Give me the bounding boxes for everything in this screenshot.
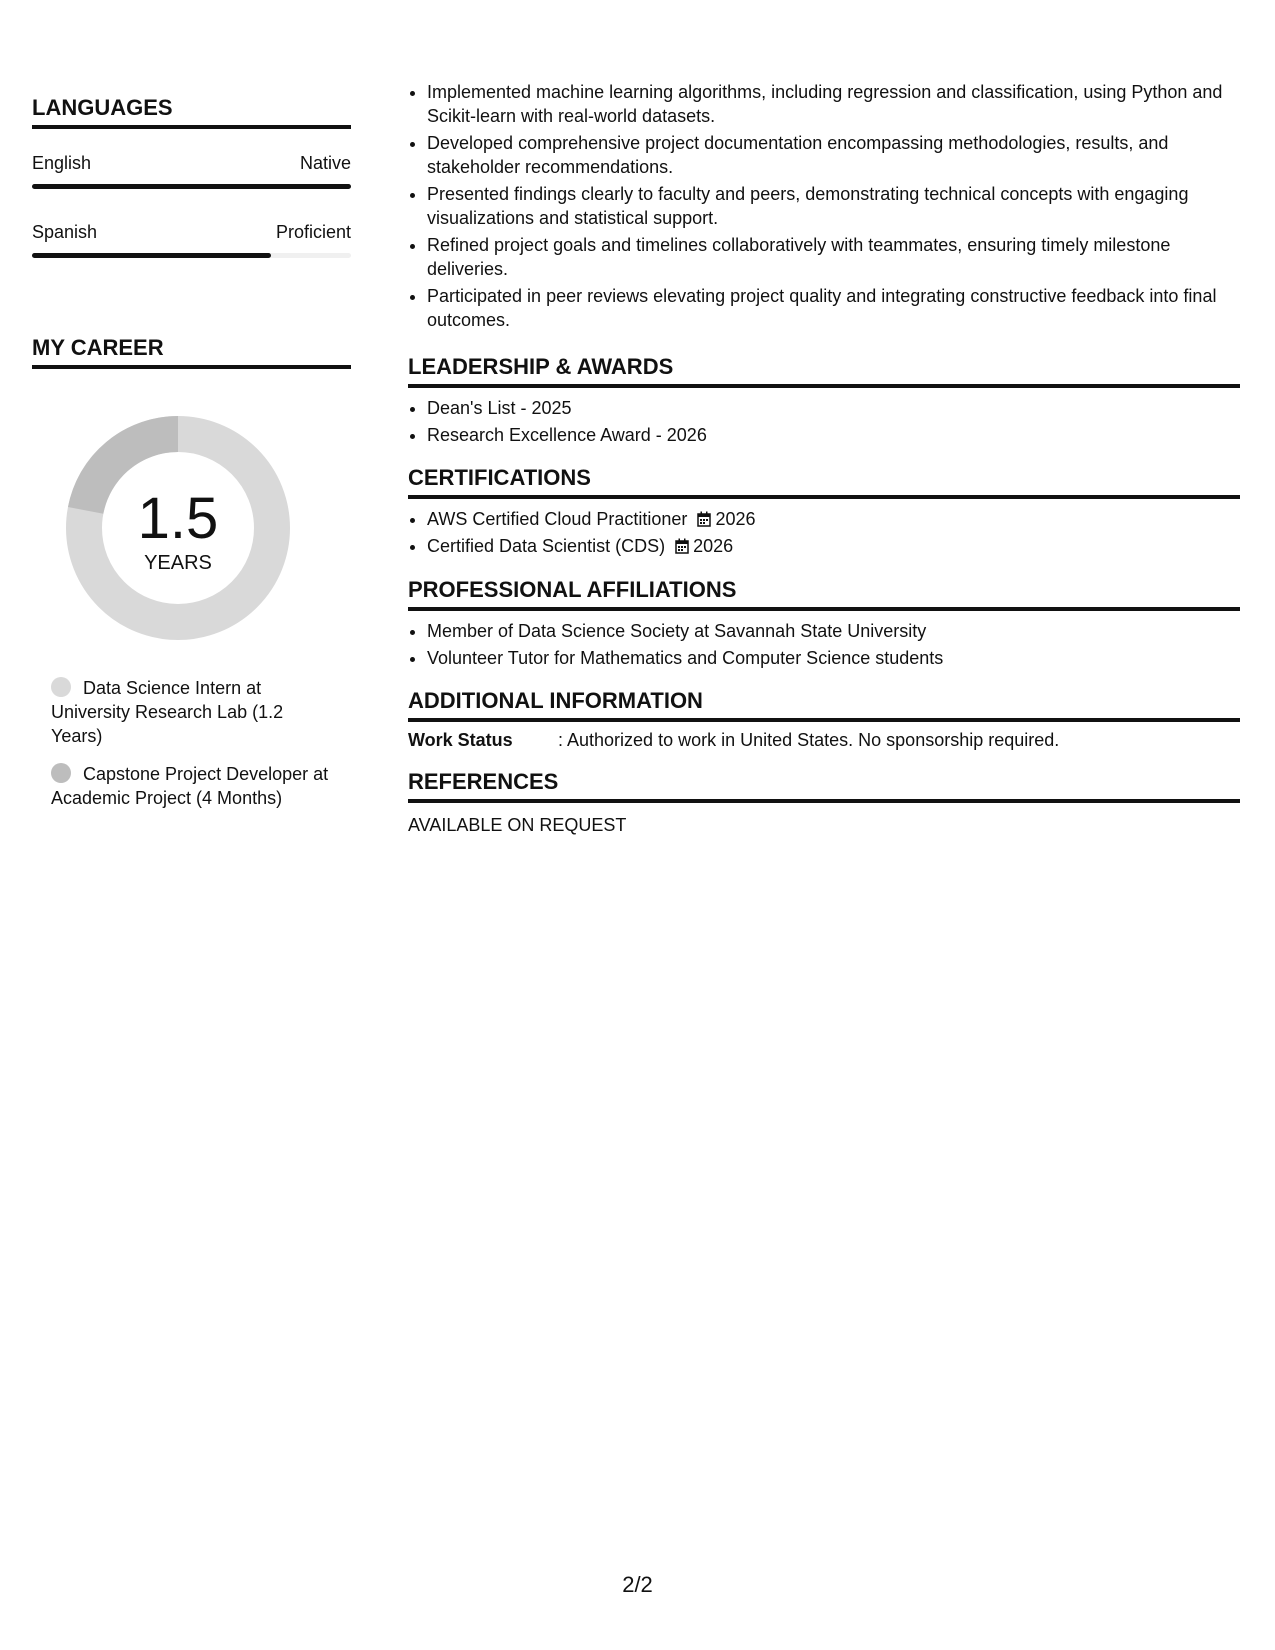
career-entry-label: Capstone Project Developer at Academic Project (4 Months): [51, 764, 329, 808]
references-section: [408, 769, 1240, 837]
list-item: • Dean's List - 2025: [427, 396, 1240, 420]
legend-dot: [51, 763, 71, 783]
list-item: • Refined project goals and timelines collaboratively with teammates, ensuring timely milestone deliveries.: [427, 233, 1240, 281]
additional-info-title: ADDITIONAL INFORMATION: [408, 688, 1240, 722]
list-item: • Presented findings clearly to faculty and peers, demonstrating technical concepts with engaging visualizations and statistical support.: [427, 182, 1240, 230]
certification-year: 2026: [715, 509, 756, 529]
references-title: REFERENCES: [408, 769, 1240, 803]
language-level: Native: [299, 153, 351, 173]
list-item: [427, 507, 1240, 531]
certification-name: AWS Certified Cloud Practitioner: [427, 509, 688, 529]
language-level: Proficient: [275, 222, 351, 242]
career-total-value: 1.5: [137, 486, 219, 551]
career-donut-chart: [66, 416, 290, 640]
languages-title: LANGUAGES: [32, 95, 351, 129]
language-bar: [32, 184, 351, 189]
affiliations-title: PROFESSIONAL AFFILIATIONS: [408, 577, 1240, 611]
career-legend-item: [51, 762, 331, 810]
calendar-icon: [697, 511, 711, 527]
certification-name: Certified Data Scientist (CDS): [427, 536, 666, 556]
certification-year: 2026: [693, 536, 734, 556]
work-status-label: Work Status: [408, 730, 513, 750]
references-text: AVAILABLE ON REQUEST: [408, 815, 627, 835]
career-title: MY CAREER: [32, 335, 351, 369]
language-bar: [32, 253, 351, 258]
additional-info-section: [408, 688, 1240, 752]
certifications-title: CERTIFICATIONS: [408, 465, 1240, 499]
calendar-icon: [675, 538, 689, 554]
list-item: • Participated in peer reviews elevating project quality and integrating constructive feedback into final outcomes.: [427, 284, 1240, 332]
list-item: • Implemented machine learning algorithms, including regression and classification, using Python and Scikit-learn with real-world datasets.: [427, 80, 1240, 128]
work-status-value: : Authorized to work in United States. No sponsorship required.: [558, 730, 1060, 750]
language-name: Spanish: [32, 222, 98, 242]
leadership-section: [408, 354, 1240, 447]
page-number: 2/2: [622, 1572, 653, 1597]
career-total-unit: YEARS: [144, 552, 212, 574]
affiliations-section: [408, 577, 1240, 670]
list-item: • Developed comprehensive project documentation encompassing methodologies, results, and stakeholder recommendations.: [427, 131, 1240, 179]
work-status-row: [408, 728, 1240, 752]
career-entry-label: Data Science Intern at University Research Lab (1.2 Years): [51, 678, 284, 746]
language-item-english: [32, 152, 351, 189]
language-bar-fill: [32, 184, 351, 189]
language-name: English: [32, 153, 92, 173]
list-item: • Volunteer Tutor for Mathematics and Computer Science students: [427, 646, 1240, 670]
legend-dot: [51, 677, 71, 697]
list-item: [427, 534, 1240, 558]
list-item: • Research Excellence Award - 2026: [427, 423, 1240, 447]
list-item: • Member of Data Science Society at Savannah State University: [427, 619, 1240, 643]
certifications-section: [408, 465, 1240, 558]
language-item-spanish: [32, 221, 351, 258]
experience-bullets: [408, 80, 1240, 332]
language-bar-fill: [32, 253, 271, 258]
leadership-title: LEADERSHIP & AWARDS: [408, 354, 1240, 388]
career-legend-item: [51, 676, 331, 748]
